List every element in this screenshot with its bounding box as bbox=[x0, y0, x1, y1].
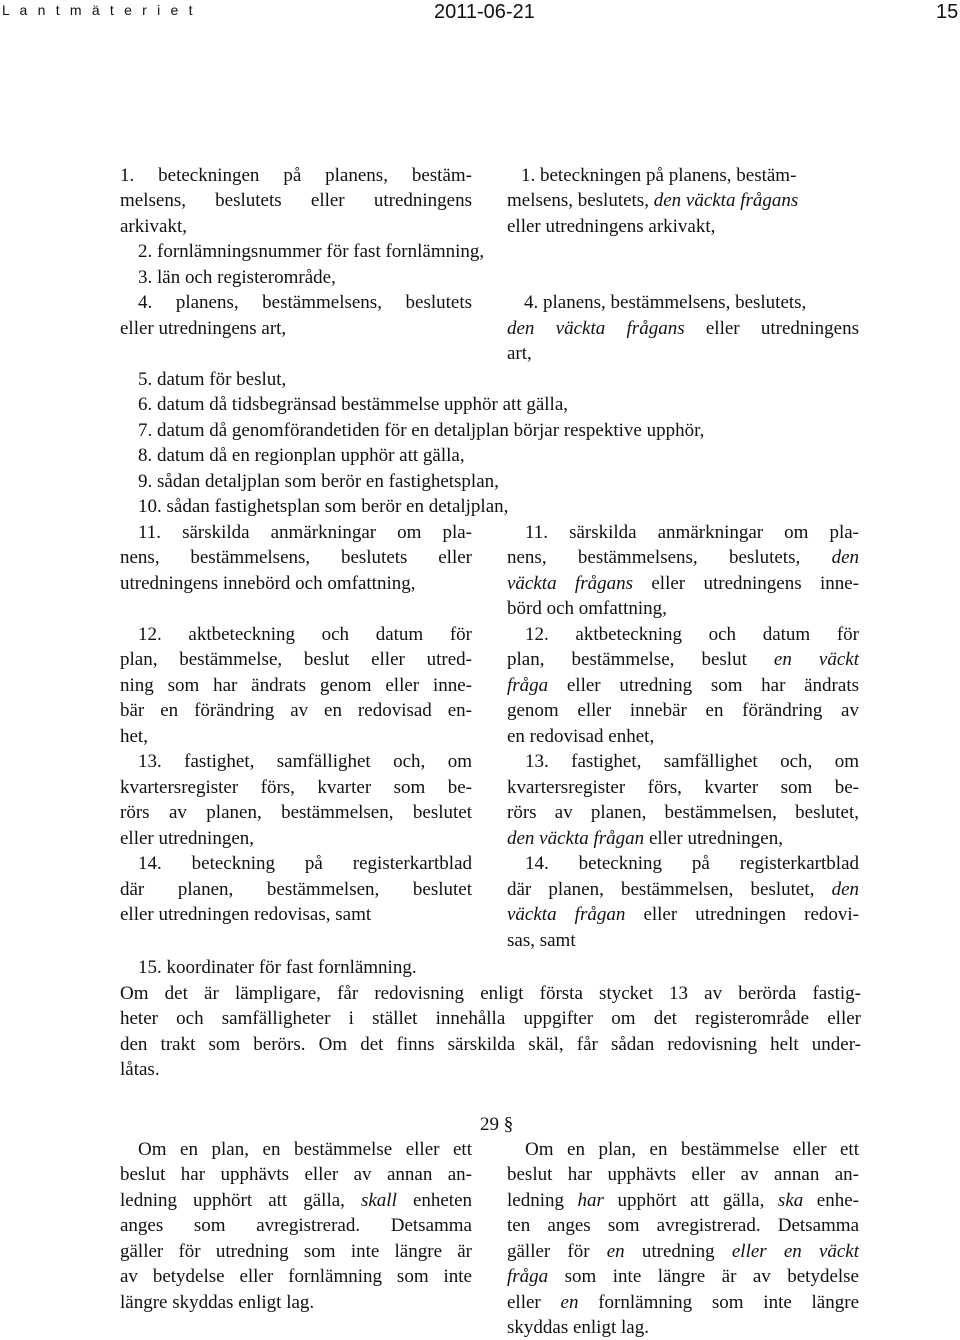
emphasis: eller en väckt bbox=[731, 1241, 860, 1262]
text-line: börd och omfattning, bbox=[507, 598, 667, 619]
text-line: plan, bestämmelse, beslut eller utred- bbox=[120, 649, 472, 670]
text-line: en redovisad enhet, bbox=[507, 726, 655, 747]
text-line: 11. särskilda anmärkningar om pla- bbox=[525, 522, 859, 543]
text-line: art, bbox=[507, 343, 532, 364]
text-line: 12. aktbeteckning och datum för bbox=[525, 624, 859, 645]
text-line: Om en plan, en bestämmelse eller ett bbox=[525, 1139, 859, 1160]
text-line: beslut har upphävts eller av annan an- bbox=[120, 1164, 472, 1185]
text-line: gäller för en utredning eller en väckt bbox=[507, 1241, 860, 1262]
text-line: väckta frågan eller utredningen redovi- bbox=[507, 904, 859, 925]
text-line: sas, samt bbox=[507, 930, 576, 951]
text-line: melsens, beslutets eller utredningens bbox=[120, 190, 472, 211]
text-line: ten anges som avregistrerad. Detsamma bbox=[507, 1215, 859, 1236]
header-date: 2011-06-21 bbox=[434, 1, 535, 23]
emphasis: skall bbox=[360, 1190, 397, 1211]
text-line: längre skyddas enligt lag. bbox=[120, 1292, 315, 1313]
text-line: 12. aktbeteckning och datum för bbox=[138, 624, 472, 645]
item-9: 9. sådan detaljplan som berör en fastighetsplan, bbox=[138, 471, 499, 492]
text-line: rörs av planen, bestämmelsen, beslutet bbox=[120, 802, 472, 823]
text-line: eller utredningens art, bbox=[120, 318, 287, 339]
text-line: nens, bestämmelsens, beslutets eller bbox=[120, 547, 472, 568]
text-line: skyddas enligt lag. bbox=[507, 1317, 649, 1338]
item-3: 3. län och registerområde, bbox=[138, 267, 336, 288]
text-line: kvartersregister förs, kvarter som be- bbox=[507, 777, 859, 798]
text-line: 13. fastighet, samfällighet och, om bbox=[525, 751, 859, 772]
item-7: 7. datum då genomförandetiden för en detaljplan börjar respektive upphör, bbox=[138, 420, 705, 441]
emphasis: har bbox=[577, 1190, 604, 1211]
text-line: kvartersregister förs, kvarter som be- bbox=[120, 777, 472, 798]
text-line: gäller för utredning som inte längre är bbox=[120, 1241, 472, 1262]
text-line: 4. planens, bestämmelsens, beslutets bbox=[138, 292, 472, 313]
text-line: där planen, bestämmelsen, beslutet bbox=[120, 879, 472, 900]
text-line: 1. beteckningen på planens, bestäm- bbox=[521, 165, 797, 186]
emphasis: den väckta frågans bbox=[507, 318, 685, 339]
text-line: 11. särskilda anmärkningar om pla- bbox=[138, 522, 472, 543]
emphasis: den bbox=[831, 879, 860, 900]
text-line: Om en plan, en bestämmelse eller ett bbox=[138, 1139, 472, 1160]
emphasis: väckta frågan bbox=[507, 904, 626, 925]
text-line: eller utredningen redovisas, samt bbox=[120, 904, 372, 925]
text-line: 4. planens, bestämmelsens, beslutets, bbox=[524, 292, 807, 313]
emphasis: en bbox=[606, 1241, 625, 1262]
text-line: den väckta frågan eller utredningen, bbox=[507, 828, 783, 849]
text-line: den trakt som berörs. Om det finns särskilda skäl, får sådan redovisning helt under- bbox=[120, 1034, 861, 1055]
text-line: nens, bestämmelsens, beslutets, den bbox=[507, 547, 859, 568]
emphasis: den väckta frågan bbox=[507, 828, 645, 849]
item-5: 5. datum för beslut, bbox=[138, 369, 287, 390]
text-line: melsens, beslutets, den väckta frågans bbox=[507, 190, 799, 211]
text-line: het, bbox=[120, 726, 148, 747]
item-15: 15. koordinater för fast fornlämning. bbox=[138, 957, 417, 978]
text-line: ledning har upphört att gälla, ska enhe- bbox=[507, 1190, 859, 1211]
text-line: fråga som inte längre är av betydelse bbox=[507, 1266, 859, 1287]
page-number: 15 bbox=[936, 1, 959, 23]
text-line: arkivakt, bbox=[120, 216, 188, 237]
emphasis: ska bbox=[777, 1190, 804, 1211]
item-10: 10. sådan fastighetsplan som berör en detaljplan, bbox=[138, 496, 509, 517]
item-6: 6. datum då tidsbegränsad bestämmelse upphör att gälla, bbox=[138, 394, 569, 415]
text-line: beslut har upphävts eller av annan an- bbox=[507, 1164, 859, 1185]
emphasis: fråga bbox=[507, 675, 549, 696]
text-line: ning som har ändrats genom eller inne- bbox=[120, 675, 472, 696]
text-line: 1. beteckningen på planens, bestäm- bbox=[120, 165, 472, 186]
text-line: den väckta frågans eller utredningens bbox=[507, 318, 860, 339]
section-symbol: § bbox=[503, 1114, 514, 1135]
text-line: eller utredningens arkivakt, bbox=[507, 216, 716, 237]
emphasis: väckta frågans bbox=[507, 573, 633, 594]
section-heading bbox=[480, 1112, 513, 1137]
text-line: 14. beteckning på registerkartblad bbox=[138, 853, 472, 874]
text-line: bär en förändring av en redovisad en- bbox=[120, 700, 472, 721]
item-8: 8. datum då en regionplan upphör att gälla, bbox=[138, 445, 465, 466]
text-line: väckta frågans eller utredningens inne- bbox=[507, 573, 859, 594]
text-line: anges som avregistrerad. Detsamma bbox=[120, 1215, 472, 1236]
page-header bbox=[0, 0, 960, 30]
item-2: 2. fornlämningsnummer för fast fornlämning, bbox=[138, 241, 485, 262]
text-line: av betydelse eller fornlämning som inte bbox=[120, 1266, 472, 1287]
text-line: 14. beteckning på registerkartblad bbox=[525, 853, 859, 874]
text-line: 13. fastighet, samfällighet och, om bbox=[138, 751, 472, 772]
text-line: eller en fornlämning som inte längre bbox=[507, 1292, 860, 1313]
emphasis: fråga bbox=[507, 1266, 549, 1287]
text-line: genom eller innebär en förändring av bbox=[507, 700, 859, 721]
text-line: rörs av planen, bestämmelsen, beslutet, bbox=[507, 802, 859, 823]
emphasis: en bbox=[560, 1292, 579, 1313]
text-line: eller utredningen, bbox=[120, 828, 255, 849]
emphasis: den bbox=[831, 547, 859, 568]
text-line: Om det är lämpligare, får redovisning enligt första stycket 13 av berörda fastig- bbox=[120, 983, 861, 1004]
emphasis: den väckta frågans bbox=[653, 190, 799, 211]
text-line: fråga eller utredning som har ändrats bbox=[507, 675, 859, 696]
text-line: låtas. bbox=[120, 1059, 160, 1080]
text-line: där planen, bestämmelsen, beslutet, den bbox=[507, 879, 860, 900]
text-line: utredningens innebörd och omfattning, bbox=[120, 573, 416, 594]
text-line: ledning upphört att gälla, skall enheten bbox=[120, 1190, 473, 1211]
emphasis: en väckt bbox=[773, 649, 859, 670]
section-number: 29 bbox=[480, 1114, 499, 1135]
text-line: heter och samfälligheter i stället innehålla uppgifter om det registerområde eller bbox=[120, 1008, 861, 1029]
header-brand: L a n t m ä t e r i e t bbox=[2, 2, 196, 18]
text-line: plan, bestämmelse, beslut en väckt bbox=[507, 649, 859, 670]
